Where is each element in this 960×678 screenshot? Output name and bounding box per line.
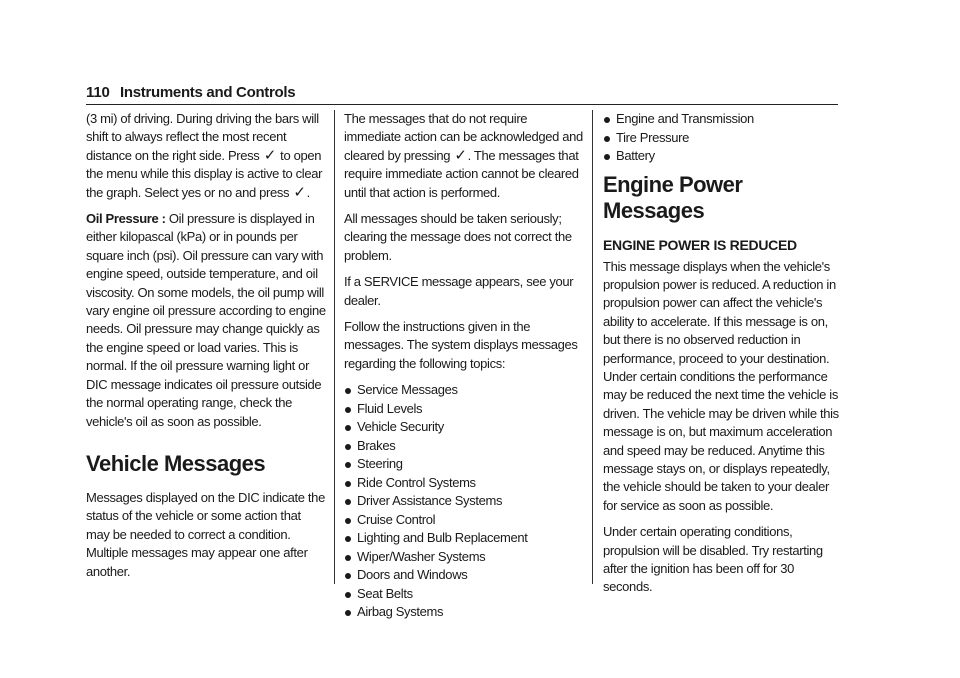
list-item: Doors and Windows: [344, 566, 584, 585]
list-item: Driver Assistance Systems: [344, 492, 584, 511]
paragraph-acknowledge: The messages that do not require immediate action can be acknowledged and cleared by pressing ✓. The messages that require immediate action cannot be cleared until that action is performed.: [344, 111, 583, 200]
column-divider-2: [592, 110, 593, 584]
paragraph-service: If a SERVICE message appears, see your dealer.: [344, 274, 574, 308]
list-item: Tire Pressure: [603, 129, 843, 148]
page-header: [86, 82, 838, 105]
column-3: [603, 110, 843, 605]
list-item: Battery: [603, 147, 843, 166]
list-item: Lighting and Bulb Replacement: [344, 529, 584, 548]
oil-pressure-term: Oil Pressure :: [86, 211, 169, 227]
checkmark-icon: ✓: [454, 146, 467, 164]
list-item: Cruise Control: [344, 511, 584, 530]
column-1: [86, 110, 326, 589]
checkmark-icon: ✓: [263, 146, 276, 164]
list-item: Ride Control Systems: [344, 474, 584, 493]
engine-power-messages-heading: Engine Power Messages: [603, 171, 743, 223]
list-item: Engine and Transmission: [603, 110, 843, 129]
paragraph-dic-messages: Messages displayed on the DIC indicate the status of the vehicle or some action that may be needed to correct a condition. Multiple messages may appear one after another.: [86, 489, 325, 579]
paragraph-trip-graph: (3 mi) of driving. During driving the bars will shift to always reflect the most recent distance on the right side. Press ✓ to open the menu while this display is active to clear the graph. Select yes or no and press ✓.: [86, 111, 323, 201]
paragraph-power-reduced: This message displays when the vehicle's propulsion power is reduced. A reduction in propulsion power can affect the vehicle's ability to accelerate. If this message is on, but there is no observed reduction in performance, proceed to your destination. Under certain conditions the performance may be reduced the next time the vehicle is driven. The vehicle may be driven while this message is on, but maximum acceleration and speed may be reduced. Anytime this message stays on, or displays repeatedly, the vehicle should be taken to your dealer for service as soon as possible.: [603, 258, 839, 513]
list-item: Steering: [344, 455, 584, 474]
list-item: Airbag Systems: [344, 603, 584, 622]
list-item: Service Messages: [344, 381, 584, 400]
list-item: Seat Belts: [344, 585, 584, 604]
checkmark-icon: ✓: [293, 183, 306, 201]
column-2: [344, 110, 584, 622]
paragraph-seriously: All messages should be taken seriously; clearing the message does not correct the problem.: [344, 211, 572, 263]
section-title: Instruments and Controls: [120, 84, 296, 101]
list-item: Vehicle Security: [344, 418, 584, 437]
list-item: Wiper/Washer Systems: [344, 548, 584, 567]
paragraph-propulsion-disabled: Under certain operating conditions, propulsion will be disabled. Try restarting after the ignition has been off for 30 seconds.: [603, 524, 823, 595]
paragraph-instructions: Follow the instructions given in the messages. The system displays messages regarding the following topics:: [344, 319, 578, 371]
topics-list: [344, 381, 584, 622]
page-number: 110: [86, 84, 110, 101]
list-item: Brakes: [344, 437, 584, 456]
topics-list-continued: [603, 110, 843, 166]
vehicle-messages-heading: Vehicle Messages: [86, 450, 266, 476]
list-item: Fluid Levels: [344, 400, 584, 419]
column-divider-1: [334, 110, 335, 584]
engine-power-reduced-subheading: ENGINE POWER IS REDUCED: [603, 236, 797, 253]
paragraph-oil-pressure: Oil Pressure : Oil pressure is displayed in either kilopascal (kPa) or in pounds per square inch (psi). Oil pressure can vary with engine speed, outside temperature, and oil viscosity. On some models, the oil pump will vary engine oil pressure according to engine needs. Oil pressure may change quickly as the engine speed or load varies. This is normal. If the oil pressure warning light or DIC message indicates oil pressure outside the normal operating range, check the vehicle's oil as soon as possible.: [86, 211, 326, 429]
